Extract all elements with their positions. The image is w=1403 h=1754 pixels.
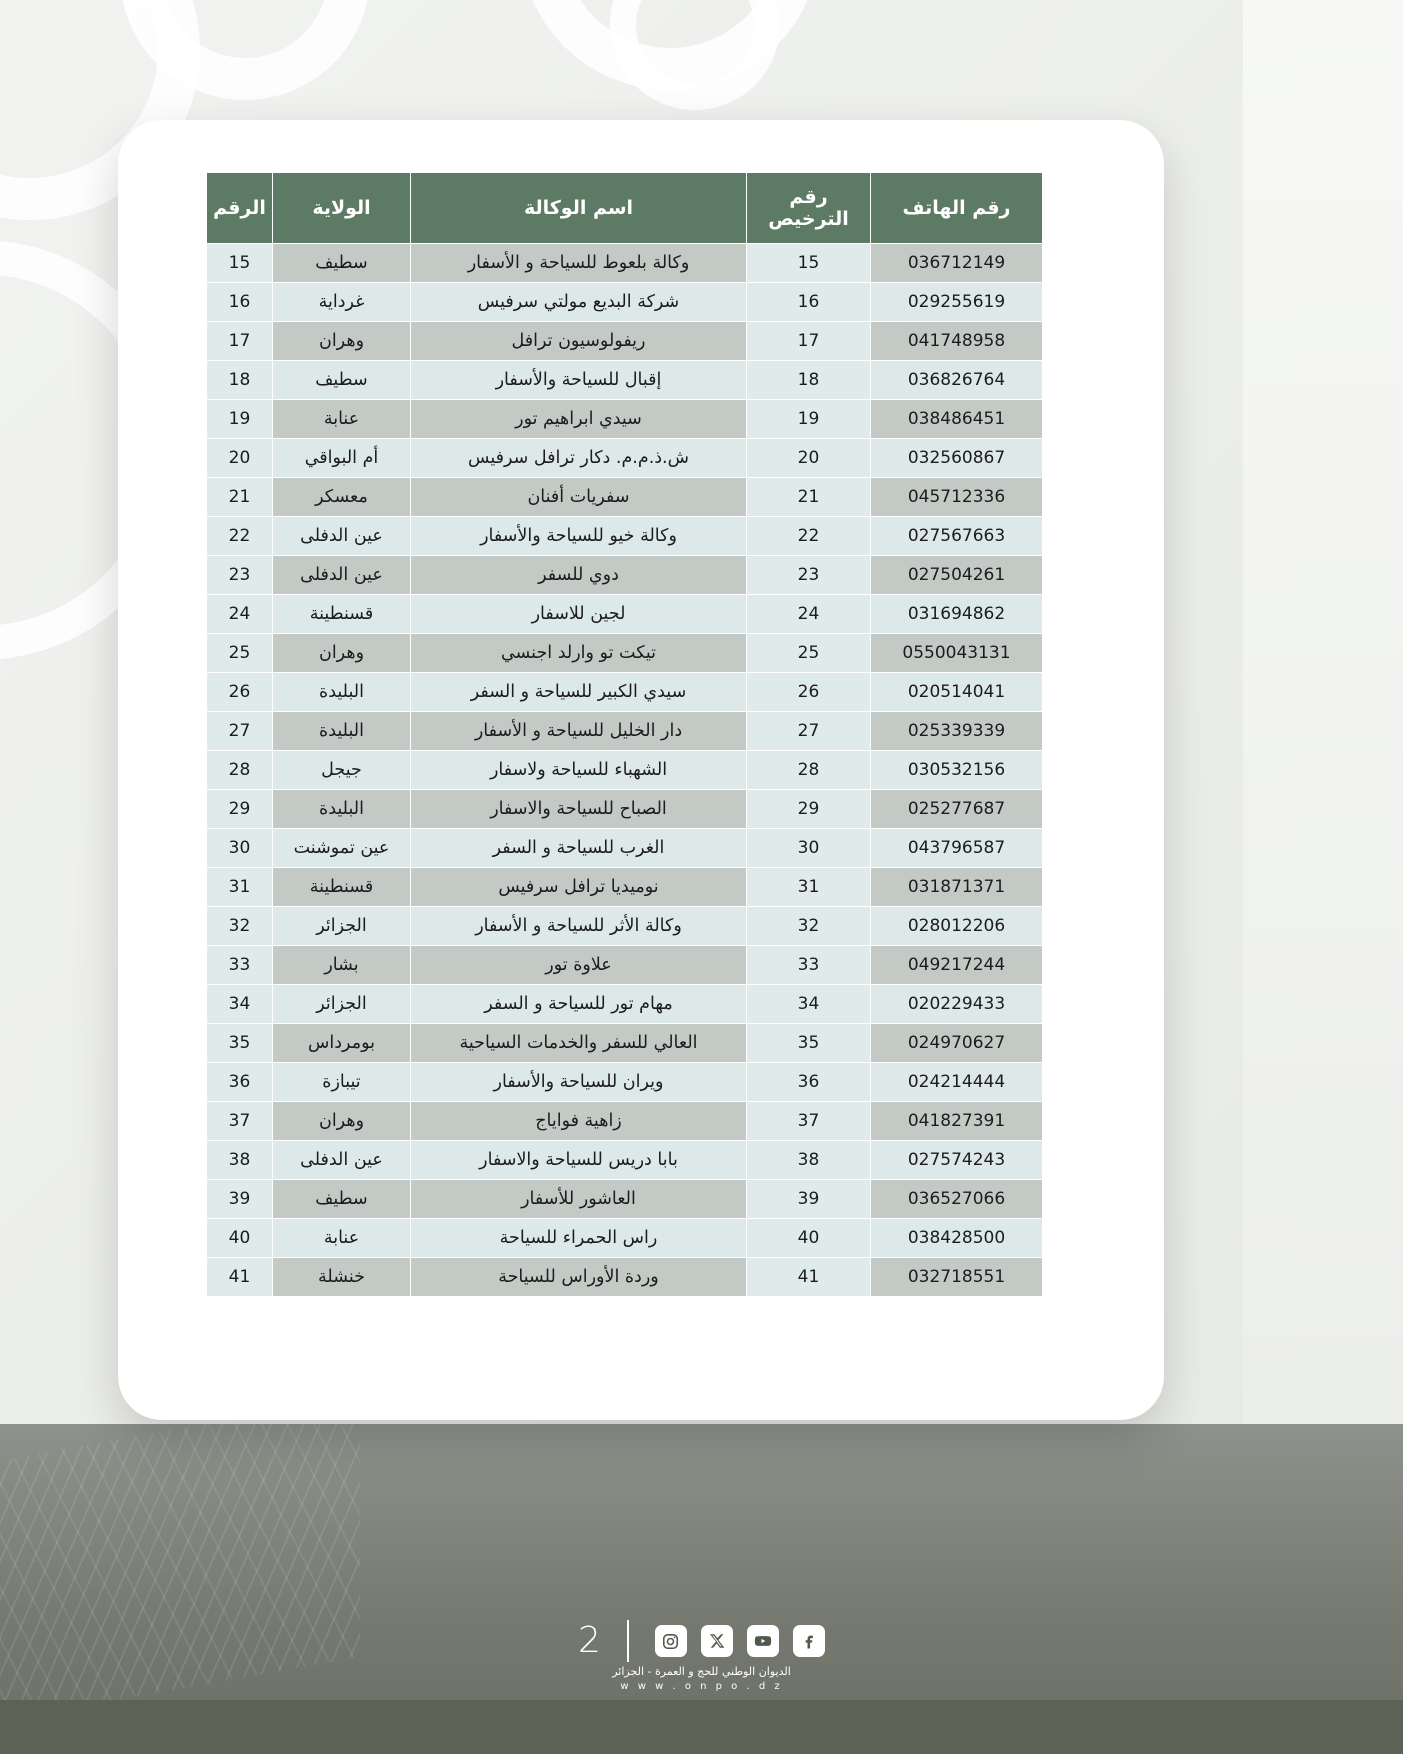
table-row bbox=[207, 1102, 1043, 1141]
cell-license: 31 bbox=[747, 868, 871, 907]
cell-wilaya: عنابة bbox=[273, 1219, 411, 1258]
table-row bbox=[207, 1024, 1043, 1063]
cell-agency: سفريات أفنان bbox=[411, 478, 747, 517]
table-row bbox=[207, 634, 1043, 673]
table-row bbox=[207, 946, 1043, 985]
cell-phone: 031694862 bbox=[871, 595, 1043, 634]
cell-license: 18 bbox=[747, 361, 871, 400]
decorative-right-band bbox=[1243, 0, 1403, 1430]
cell-number: 24 bbox=[207, 595, 273, 634]
table-row bbox=[207, 478, 1043, 517]
table-row bbox=[207, 361, 1043, 400]
cell-phone: 036527066 bbox=[871, 1180, 1043, 1219]
table-row bbox=[207, 244, 1043, 283]
cell-number: 34 bbox=[207, 985, 273, 1024]
footer-divider bbox=[627, 1620, 629, 1662]
cell-agency: ويران للسياحة والأسفار bbox=[411, 1063, 747, 1102]
cell-license: 38 bbox=[747, 1141, 871, 1180]
x-twitter-icon[interactable] bbox=[701, 1625, 733, 1657]
cell-number: 20 bbox=[207, 439, 273, 478]
cell-agency: لجين للاسفار bbox=[411, 595, 747, 634]
cell-license: 15 bbox=[747, 244, 871, 283]
cell-number: 16 bbox=[207, 283, 273, 322]
cell-agency: الشهباء للسياحة ولاسفار bbox=[411, 751, 747, 790]
table-row bbox=[207, 985, 1043, 1024]
cell-phone: 020514041 bbox=[871, 673, 1043, 712]
cell-phone: 043796587 bbox=[871, 829, 1043, 868]
cell-license: 22 bbox=[747, 517, 871, 556]
cell-number: 39 bbox=[207, 1180, 273, 1219]
cell-wilaya: البليدة bbox=[273, 790, 411, 829]
cell-license: 16 bbox=[747, 283, 871, 322]
cell-license: 21 bbox=[747, 478, 871, 517]
cell-phone: 027574243 bbox=[871, 1141, 1043, 1180]
cell-agency: العالي للسفر والخدمات السياحية bbox=[411, 1024, 747, 1063]
table-row bbox=[207, 1141, 1043, 1180]
cell-number: 30 bbox=[207, 829, 273, 868]
cell-wilaya: الجزائر bbox=[273, 907, 411, 946]
cell-wilaya: تيبازة bbox=[273, 1063, 411, 1102]
table-row bbox=[207, 1063, 1043, 1102]
cell-phone: 027567663 bbox=[871, 517, 1043, 556]
cell-phone: 029255619 bbox=[871, 283, 1043, 322]
cell-wilaya: الجزائر bbox=[273, 985, 411, 1024]
cell-wilaya: وهران bbox=[273, 1102, 411, 1141]
cell-wilaya: وهران bbox=[273, 634, 411, 673]
cell-phone: 028012206 bbox=[871, 907, 1043, 946]
organization-name: الديوان الوطني للحج و العمرة - الجزائر bbox=[612, 1665, 791, 1678]
cell-phone: 025339339 bbox=[871, 712, 1043, 751]
cell-agency: ش.ذ.م.م. دكار ترافل سرفيس bbox=[411, 439, 747, 478]
cell-wilaya: عين الدفلى bbox=[273, 556, 411, 595]
cell-agency: علاوة تور bbox=[411, 946, 747, 985]
table-row bbox=[207, 1219, 1043, 1258]
cell-number: 22 bbox=[207, 517, 273, 556]
cell-agency: إقبال للسياحة والأسفار bbox=[411, 361, 747, 400]
table-row bbox=[207, 790, 1043, 829]
cell-wilaya: سطيف bbox=[273, 1180, 411, 1219]
cell-number: 40 bbox=[207, 1219, 273, 1258]
cell-phone: 0550043131 bbox=[871, 634, 1043, 673]
column-header-license: رقم الترخيص bbox=[747, 173, 871, 244]
column-header-number: الرقم bbox=[207, 173, 273, 244]
cell-wilaya: عين الدفلى bbox=[273, 517, 411, 556]
cell-wilaya: عين تموشنت bbox=[273, 829, 411, 868]
cell-wilaya: البليدة bbox=[273, 673, 411, 712]
cell-license: 23 bbox=[747, 556, 871, 595]
cell-agency: ريفولوسيون ترافل bbox=[411, 322, 747, 361]
cell-license: 25 bbox=[747, 634, 871, 673]
page-number: 2 bbox=[578, 1620, 601, 1661]
table-row bbox=[207, 907, 1043, 946]
cell-agency: وردة الأوراس للسياحة bbox=[411, 1258, 747, 1297]
table-row bbox=[207, 283, 1043, 322]
cell-phone: 041748958 bbox=[871, 322, 1043, 361]
cell-phone: 038428500 bbox=[871, 1219, 1043, 1258]
table-row bbox=[207, 595, 1043, 634]
table-row bbox=[207, 829, 1043, 868]
footer-bar bbox=[0, 1620, 1403, 1662]
cell-wilaya: خنشلة bbox=[273, 1258, 411, 1297]
cell-license: 30 bbox=[747, 829, 871, 868]
cell-phone: 020229433 bbox=[871, 985, 1043, 1024]
cell-wilaya: معسكر bbox=[273, 478, 411, 517]
cell-wilaya: وهران bbox=[273, 322, 411, 361]
table-row bbox=[207, 556, 1043, 595]
cell-agency: سيدي ابراهيم تور bbox=[411, 400, 747, 439]
instagram-icon[interactable] bbox=[655, 1625, 687, 1657]
cell-number: 15 bbox=[207, 244, 273, 283]
cell-wilaya: البليدة bbox=[273, 712, 411, 751]
cell-number: 23 bbox=[207, 556, 273, 595]
table-row bbox=[207, 673, 1043, 712]
cell-license: 33 bbox=[747, 946, 871, 985]
agencies-table bbox=[206, 172, 1043, 1297]
cell-wilaya: سطيف bbox=[273, 361, 411, 400]
cell-number: 17 bbox=[207, 322, 273, 361]
cell-phone: 041827391 bbox=[871, 1102, 1043, 1141]
cell-license: 41 bbox=[747, 1258, 871, 1297]
cell-phone: 027504261 bbox=[871, 556, 1043, 595]
cell-number: 36 bbox=[207, 1063, 273, 1102]
cell-agency: نوميديا ترافل سرفيس bbox=[411, 868, 747, 907]
cell-agency: دوي للسفر bbox=[411, 556, 747, 595]
cell-phone: 032718551 bbox=[871, 1258, 1043, 1297]
cell-number: 31 bbox=[207, 868, 273, 907]
cell-phone: 031871371 bbox=[871, 868, 1043, 907]
footer-caption bbox=[0, 1665, 1403, 1692]
cell-license: 19 bbox=[747, 400, 871, 439]
cell-license: 27 bbox=[747, 712, 871, 751]
agencies-table-container bbox=[207, 172, 1043, 1297]
cell-agency: سيدي الكبير للسياحة و السفر bbox=[411, 673, 747, 712]
cell-wilaya: قسنطينة bbox=[273, 868, 411, 907]
cell-agency: وكالة الأثر للسياحة و الأسفار bbox=[411, 907, 747, 946]
cell-number: 29 bbox=[207, 790, 273, 829]
cell-wilaya: غرداية bbox=[273, 283, 411, 322]
cell-license: 26 bbox=[747, 673, 871, 712]
column-header-agency: اسم الوكالة bbox=[411, 173, 747, 244]
cell-wilaya: بومرداس bbox=[273, 1024, 411, 1063]
cell-number: 41 bbox=[207, 1258, 273, 1297]
cell-agency: شركة البديع مولتي سرفيس bbox=[411, 283, 747, 322]
table-header bbox=[207, 173, 1043, 244]
cell-number: 33 bbox=[207, 946, 273, 985]
cell-wilaya: بشار bbox=[273, 946, 411, 985]
cell-number: 26 bbox=[207, 673, 273, 712]
website-url: w w w . o n p o . d z bbox=[620, 1681, 783, 1692]
cell-license: 32 bbox=[747, 907, 871, 946]
cell-wilaya: عين الدفلى bbox=[273, 1141, 411, 1180]
cell-agency: العاشور للأسفار bbox=[411, 1180, 747, 1219]
table-row bbox=[207, 1180, 1043, 1219]
cell-agency: زاهية فواياج bbox=[411, 1102, 747, 1141]
table-row bbox=[207, 1258, 1043, 1297]
cell-phone: 038486451 bbox=[871, 400, 1043, 439]
cell-license: 17 bbox=[747, 322, 871, 361]
cell-agency: دار الخليل للسياحة و الأسفار bbox=[411, 712, 747, 751]
cell-license: 40 bbox=[747, 1219, 871, 1258]
column-header-wilaya: الولاية bbox=[273, 173, 411, 244]
cell-phone: 024214444 bbox=[871, 1063, 1043, 1102]
cell-license: 24 bbox=[747, 595, 871, 634]
cell-number: 35 bbox=[207, 1024, 273, 1063]
decorative-bottom-panel bbox=[0, 1424, 1403, 1754]
cell-license: 29 bbox=[747, 790, 871, 829]
cell-phone: 032560867 bbox=[871, 439, 1043, 478]
cell-agency: وكالة بلعوط للسياحة و الأسفار bbox=[411, 244, 747, 283]
cell-license: 28 bbox=[747, 751, 871, 790]
cell-agency: مهام تور للسياحة و السفر bbox=[411, 985, 747, 1024]
table-row bbox=[207, 400, 1043, 439]
cell-agency: الصباح للسياحة والاسفار bbox=[411, 790, 747, 829]
table-row bbox=[207, 439, 1043, 478]
cell-license: 35 bbox=[747, 1024, 871, 1063]
cell-phone: 036712149 bbox=[871, 244, 1043, 283]
youtube-icon[interactable] bbox=[747, 1625, 779, 1657]
cell-number: 18 bbox=[207, 361, 273, 400]
cell-number: 38 bbox=[207, 1141, 273, 1180]
cell-agency: راس الحمراء للسياحة bbox=[411, 1219, 747, 1258]
table-row bbox=[207, 712, 1043, 751]
facebook-icon[interactable] bbox=[793, 1625, 825, 1657]
cell-agency: وكالة خيو للسياحة والأسفار bbox=[411, 517, 747, 556]
cell-wilaya: جيجل bbox=[273, 751, 411, 790]
cell-number: 32 bbox=[207, 907, 273, 946]
cell-wilaya: قسنطينة bbox=[273, 595, 411, 634]
decorative-bottom-strip bbox=[0, 1700, 1403, 1754]
table-row bbox=[207, 751, 1043, 790]
cell-number: 19 bbox=[207, 400, 273, 439]
cell-license: 39 bbox=[747, 1180, 871, 1219]
cell-agency: تيكت تو وارلد اجنسي bbox=[411, 634, 747, 673]
column-header-phone: رقم الهاتف bbox=[871, 173, 1043, 244]
cell-number: 37 bbox=[207, 1102, 273, 1141]
cell-agency: الغرب للسياحة و السفر bbox=[411, 829, 747, 868]
cell-phone: 045712336 bbox=[871, 478, 1043, 517]
cell-number: 25 bbox=[207, 634, 273, 673]
cell-wilaya: عنابة bbox=[273, 400, 411, 439]
table-row bbox=[207, 322, 1043, 361]
cell-phone: 036826764 bbox=[871, 361, 1043, 400]
table-body bbox=[207, 244, 1043, 1297]
table-row bbox=[207, 868, 1043, 907]
cell-phone: 049217244 bbox=[871, 946, 1043, 985]
cell-phone: 030532156 bbox=[871, 751, 1043, 790]
cell-number: 28 bbox=[207, 751, 273, 790]
cell-wilaya: سطيف bbox=[273, 244, 411, 283]
cell-number: 27 bbox=[207, 712, 273, 751]
cell-number: 21 bbox=[207, 478, 273, 517]
table-header-row bbox=[207, 173, 1043, 244]
cell-phone: 024970627 bbox=[871, 1024, 1043, 1063]
cell-license: 37 bbox=[747, 1102, 871, 1141]
social-links[interactable] bbox=[655, 1625, 825, 1657]
cell-phone: 025277687 bbox=[871, 790, 1043, 829]
cell-wilaya: أم البواقي bbox=[273, 439, 411, 478]
cell-license: 20 bbox=[747, 439, 871, 478]
cell-license: 34 bbox=[747, 985, 871, 1024]
table-row bbox=[207, 517, 1043, 556]
cell-license: 36 bbox=[747, 1063, 871, 1102]
cell-agency: بابا دريس للسياحة والاسفار bbox=[411, 1141, 747, 1180]
